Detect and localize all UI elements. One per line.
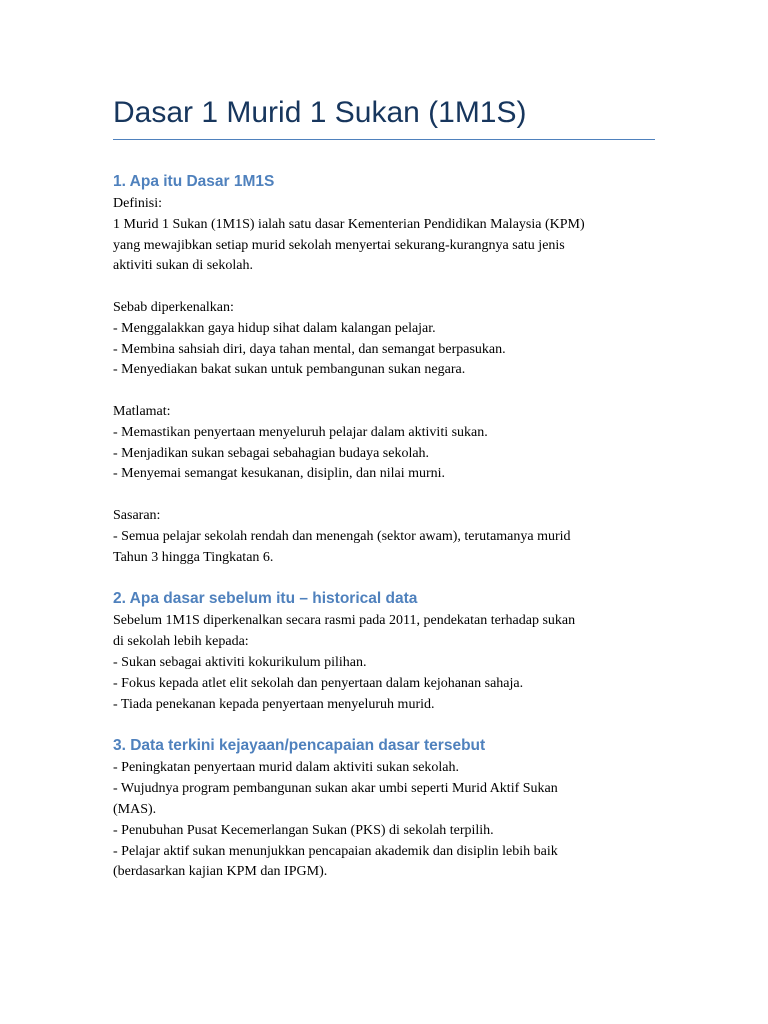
paragraph-line: - Menjadikan sukan sebagai sebahagian budaya sekolah.: [113, 445, 430, 461]
section-heading: 2. Apa dasar sebelum itu – historical data: [113, 590, 418, 608]
blank-line: [113, 485, 658, 506]
paragraph-line: Matlamat:: [113, 403, 171, 419]
paragraph-line: - Memastikan penyertaan menyeluruh pelajar dalam aktiviti sukan.: [113, 424, 488, 440]
section-spacer: [113, 715, 658, 734]
document-body: [113, 170, 658, 883]
paragraph-line: - Menggalakkan gaya hidup sihat dalam kalangan pelajar.: [113, 320, 436, 336]
paragraph-line: Tahun 3 hingga Tingkatan 6.: [113, 549, 274, 565]
paragraph-line: - Membina sahsiah diri, daya tahan mental, dan semangat berpasukan.: [113, 341, 506, 357]
section-heading: 1. Apa itu Dasar 1M1S: [113, 173, 275, 190]
paragraph-line: aktiviti sukan di sekolah.: [113, 258, 253, 274]
section-2: [113, 587, 658, 715]
paragraph-line: - Penubuhan Pusat Kecemerlangan Sukan (PKS) di sekolah terpilih.: [113, 822, 494, 838]
paragraph-line: (berdasarkan kajian KPM dan IPGM).: [113, 864, 328, 880]
paragraph-line: - Peningkatan penyertaan murid dalam aktiviti sukan sekolah.: [113, 760, 460, 776]
blank-line: [113, 381, 658, 402]
paragraph-line: - Semua pelajar sekolah rendah dan menengah (sektor awam), terutamanya murid: [113, 528, 571, 544]
paragraph-line: - Sukan sebagai aktiviti kokurikulum pilihan.: [113, 654, 367, 670]
paragraph-line: - Fokus kepada atlet elit sekolah dan penyertaan dalam kejohanan sahaja.: [113, 675, 524, 691]
paragraph-line: Sasaran:: [113, 507, 161, 523]
paragraph-line: (MAS).: [113, 801, 157, 817]
paragraph-line: - Pelajar aktif sukan menunjukkan pencapaian akademik dan disiplin lebih baik: [113, 843, 558, 859]
paragraph-line: - Menyemai semangat kesukanan, disiplin, dan nilai murni.: [113, 466, 446, 482]
document-title: Dasar 1 Murid 1 Sukan (1M1S): [113, 96, 527, 129]
paragraph-line: - Menyediakan bakat sukan untuk pembangunan sukan negara.: [113, 362, 466, 378]
blank-line: [113, 277, 658, 298]
paragraph-line: yang mewajibkan setiap murid sekolah menyertai sekurang-kurangnya satu jenis: [113, 237, 565, 253]
title-underline: [113, 139, 655, 140]
section-spacer: [113, 568, 658, 587]
paragraph-line: Definisi:: [113, 196, 162, 211]
paragraph-line: Sebab diperkenalkan:: [113, 299, 234, 315]
section-1: [113, 170, 658, 568]
paragraph-line: - Wujudnya program pembangunan sukan akar umbi seperti Murid Aktif Sukan: [113, 781, 558, 797]
section-3: [113, 734, 658, 883]
paragraph-line: Sebelum 1M1S diperkenalkan secara rasmi pada 2011, pendekatan terhadap sukan: [113, 613, 576, 629]
paragraph-line: di sekolah lebih kepada:: [113, 634, 249, 650]
paragraph-line: 1 Murid 1 Sukan (1M1S) ialah satu dasar Kementerian Pendidikan Malaysia (KPM): [113, 216, 585, 232]
paragraph-line: - Tiada penekanan kepada penyertaan menyeluruh murid.: [113, 696, 435, 712]
section-heading: 3. Data terkini kejayaan/pencapaian dasar tersebut: [113, 737, 486, 755]
